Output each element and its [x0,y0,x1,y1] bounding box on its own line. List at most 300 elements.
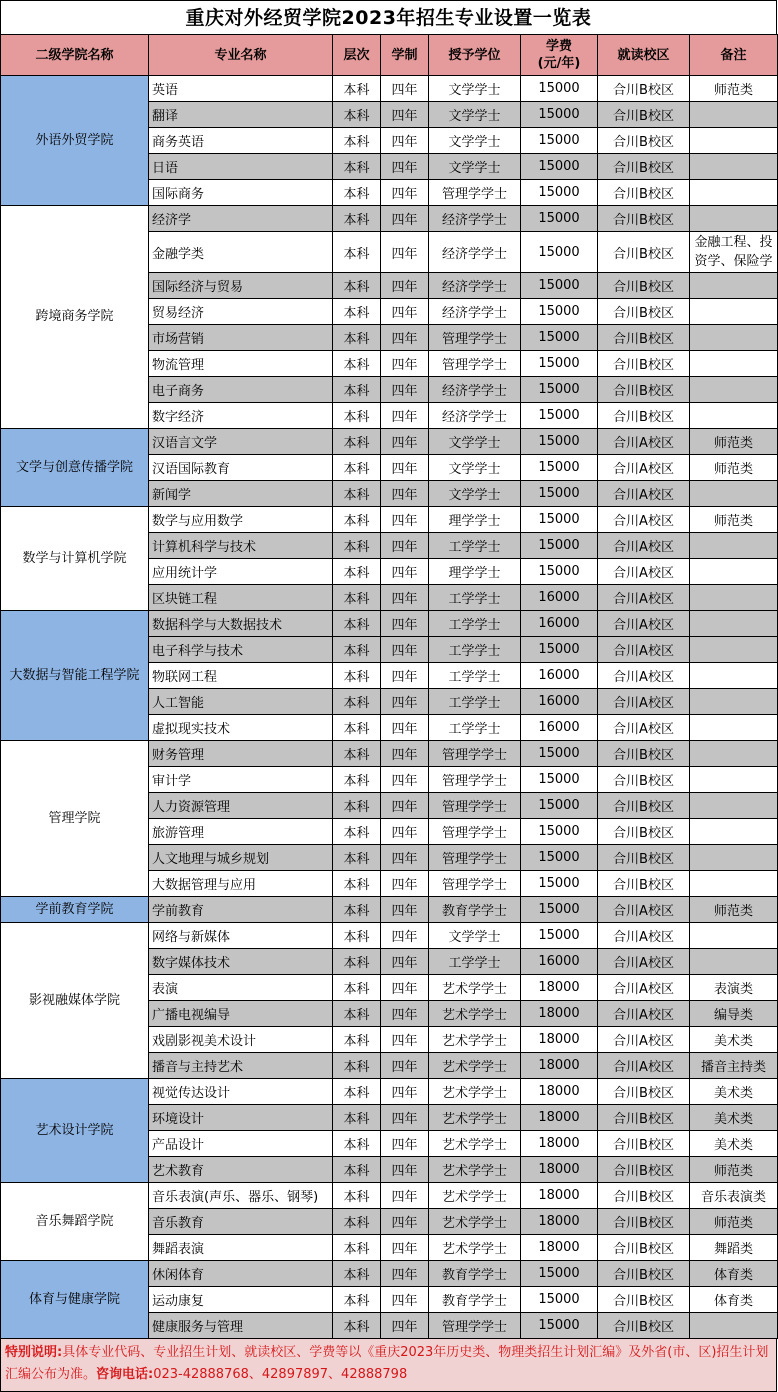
note-cell [690,559,778,585]
duration-cell: 四年 [381,429,429,455]
major-cell: 应用统计学 [149,559,333,585]
note-cell [690,689,778,715]
level-cell: 本科 [333,663,381,689]
note-cell: 师范类 [690,507,778,533]
degree-cell: 经济学学士 [429,377,521,403]
degree-cell: 管理学学士 [429,741,521,767]
footer-label: 特别说明: [5,1345,63,1360]
table-row [1,206,778,232]
degree-cell: 艺术学学士 [429,1183,521,1209]
duration-cell: 四年 [381,455,429,481]
campus-cell: 合川A校区 [598,923,690,949]
major-cell: 音乐表演(声乐、器乐、钢琴) [149,1183,333,1209]
level-cell: 本科 [333,793,381,819]
duration-cell: 四年 [381,897,429,923]
note-cell [690,663,778,689]
college-name-cell: 艺术设计学院 [1,1079,149,1183]
level-cell: 本科 [333,741,381,767]
note-cell: 体育类 [690,1287,778,1313]
degree-cell: 艺术学学士 [429,1053,521,1079]
campus-cell: 合川B校区 [598,102,690,128]
level-cell: 本科 [333,975,381,1001]
duration-cell: 四年 [381,102,429,128]
degree-cell: 管理学学士 [429,180,521,206]
fee-cell: 15000 [521,206,598,232]
fee-cell: 18000 [521,1053,598,1079]
degree-cell: 工学学士 [429,949,521,975]
duration-cell: 四年 [381,611,429,637]
fee-cell: 16000 [521,663,598,689]
note-cell: 播音主持类 [690,1053,778,1079]
duration-cell: 四年 [381,403,429,429]
duration-cell: 四年 [381,1183,429,1209]
note-cell: 美术类 [690,1027,778,1053]
college-name-cell: 体育与健康学院 [1,1261,149,1339]
note-cell [690,611,778,637]
note-cell [690,299,778,325]
degree-cell: 管理学学士 [429,871,521,897]
level-cell: 本科 [333,533,381,559]
table-row [1,507,778,533]
level-cell: 本科 [333,102,381,128]
campus-cell: 合川B校区 [598,180,690,206]
note-cell [690,923,778,949]
major-cell: 新闻学 [149,481,333,507]
college-name-cell: 外语外贸学院 [1,76,149,206]
degree-cell: 工学学士 [429,611,521,637]
fee-cell: 16000 [521,611,598,637]
level-cell: 本科 [333,507,381,533]
duration-cell: 四年 [381,76,429,102]
duration-cell: 四年 [381,1001,429,1027]
level-cell: 本科 [333,611,381,637]
major-cell: 财务管理 [149,741,333,767]
level-cell: 本科 [333,128,381,154]
degree-cell: 经济学学士 [429,403,521,429]
campus-cell: 合川B校区 [598,1261,690,1287]
level-cell: 本科 [333,1027,381,1053]
major-cell: 大数据管理与应用 [149,871,333,897]
note-cell: 师范类 [690,1209,778,1235]
duration-cell: 四年 [381,741,429,767]
level-cell: 本科 [333,1105,381,1131]
duration-cell: 四年 [381,481,429,507]
campus-cell: 合川B校区 [598,845,690,871]
fee-cell: 18000 [521,1079,598,1105]
level-cell: 本科 [333,403,381,429]
major-cell: 人工智能 [149,689,333,715]
duration-cell: 四年 [381,845,429,871]
duration-cell: 四年 [381,559,429,585]
note-cell [690,741,778,767]
fee-cell: 15000 [521,351,598,377]
duration-cell: 四年 [381,1287,429,1313]
fee-cell: 15000 [521,299,598,325]
major-cell: 英语 [149,76,333,102]
degree-cell: 管理学学士 [429,767,521,793]
level-cell: 本科 [333,1235,381,1261]
degree-cell: 艺术学学士 [429,975,521,1001]
major-cell: 网络与新媒体 [149,923,333,949]
degree-cell: 管理学学士 [429,325,521,351]
college-name-cell: 管理学院 [1,741,149,897]
duration-cell: 四年 [381,819,429,845]
note-cell [690,128,778,154]
campus-cell: 合川B校区 [598,1313,690,1339]
level-cell: 本科 [333,1131,381,1157]
degree-cell: 管理学学士 [429,793,521,819]
note-cell: 师范类 [690,76,778,102]
college-name-cell: 影视融媒体学院 [1,923,149,1079]
campus-cell: 合川A校区 [598,559,690,585]
duration-cell: 四年 [381,585,429,611]
duration-cell: 四年 [381,715,429,741]
campus-cell: 合川A校区 [598,897,690,923]
duration-cell: 四年 [381,1079,429,1105]
note-cell [690,403,778,429]
major-cell: 视觉传达设计 [149,1079,333,1105]
fee-cell: 15000 [521,403,598,429]
duration-cell: 四年 [381,232,429,273]
campus-cell: 合川B校区 [598,1157,690,1183]
note-cell [690,102,778,128]
campus-cell: 合川B校区 [598,377,690,403]
fee-cell: 15000 [521,637,598,663]
fee-cell: 15000 [521,1287,598,1313]
fee-cell: 15000 [521,76,598,102]
note-cell [690,351,778,377]
duration-cell: 四年 [381,1261,429,1287]
note-cell [690,377,778,403]
major-cell: 计算机科学与技术 [149,533,333,559]
note-cell [690,845,778,871]
note-cell [690,325,778,351]
duration-cell: 四年 [381,1235,429,1261]
campus-cell: 合川B校区 [598,767,690,793]
duration-cell: 四年 [381,351,429,377]
degree-cell: 教育学学士 [429,1287,521,1313]
degree-cell: 艺术学学士 [429,1079,521,1105]
fee-cell: 15000 [521,741,598,767]
degree-cell: 经济学学士 [429,299,521,325]
campus-cell: 合川A校区 [598,689,690,715]
degree-cell: 工学学士 [429,533,521,559]
fee-cell: 15000 [521,1313,598,1339]
duration-cell: 四年 [381,206,429,232]
campus-cell: 合川B校区 [598,232,690,273]
table-row [1,1261,778,1287]
campus-cell: 合川A校区 [598,455,690,481]
note-cell [690,206,778,232]
fee-cell: 16000 [521,715,598,741]
degree-cell: 工学学士 [429,689,521,715]
fee-cell: 15000 [521,455,598,481]
level-cell: 本科 [333,455,381,481]
degree-cell: 文学学士 [429,154,521,180]
table-header-row [1,35,778,76]
fee-cell: 15000 [521,507,598,533]
table-row [1,1183,778,1209]
major-cell: 市场营销 [149,325,333,351]
level-cell: 本科 [333,377,381,403]
campus-cell: 合川A校区 [598,663,690,689]
major-cell: 艺术教育 [149,1157,333,1183]
level-cell: 本科 [333,1287,381,1313]
major-cell: 数字经济 [149,403,333,429]
header-level: 层次 [333,35,381,76]
note-cell [690,871,778,897]
major-cell: 戏剧影视美术设计 [149,1027,333,1053]
campus-cell: 合川A校区 [598,1053,690,1079]
campus-cell: 合川B校区 [598,1105,690,1131]
fee-cell: 15000 [521,128,598,154]
campus-cell: 合川B校区 [598,819,690,845]
note-cell [690,767,778,793]
major-cell: 舞蹈表演 [149,1235,333,1261]
campus-cell: 合川B校区 [598,128,690,154]
campus-cell: 合川A校区 [598,1001,690,1027]
fee-cell: 18000 [521,1131,598,1157]
duration-cell: 四年 [381,273,429,299]
level-cell: 本科 [333,637,381,663]
campus-cell: 合川A校区 [598,1027,690,1053]
fee-cell: 15000 [521,897,598,923]
duration-cell: 四年 [381,1157,429,1183]
campus-cell: 合川B校区 [598,1235,690,1261]
major-cell: 表演 [149,975,333,1001]
note-cell [690,715,778,741]
campus-cell: 合川B校区 [598,741,690,767]
level-cell: 本科 [333,325,381,351]
degree-cell: 文学学士 [429,923,521,949]
major-cell: 运动康复 [149,1287,333,1313]
duration-cell: 四年 [381,949,429,975]
header-fee-line2: (元/年) [537,56,581,71]
header-fee [521,35,598,76]
note-cell [690,533,778,559]
duration-cell: 四年 [381,154,429,180]
college-name-cell: 大数据与智能工程学院 [1,611,149,741]
fee-cell: 18000 [521,1157,598,1183]
college-name-cell: 跨境商务学院 [1,206,149,429]
fee-cell: 18000 [521,1209,598,1235]
degree-cell: 艺术学学士 [429,1001,521,1027]
level-cell: 本科 [333,845,381,871]
campus-cell: 合川A校区 [598,429,690,455]
table-row [1,1079,778,1105]
campus-cell: 合川A校区 [598,507,690,533]
campus-cell: 合川B校区 [598,793,690,819]
campus-cell: 合川B校区 [598,1183,690,1209]
fee-cell: 18000 [521,1001,598,1027]
major-cell: 翻译 [149,102,333,128]
campus-cell: 合川B校区 [598,1287,690,1313]
note-cell: 体育类 [690,1261,778,1287]
major-cell: 审计学 [149,767,333,793]
duration-cell: 四年 [381,1131,429,1157]
note-cell: 美术类 [690,1131,778,1157]
college-name-cell: 学前教育学院 [1,897,149,923]
degree-cell: 管理学学士 [429,1313,521,1339]
fee-cell: 15000 [521,180,598,206]
degree-cell: 艺术学学士 [429,1131,521,1157]
level-cell: 本科 [333,1183,381,1209]
note-cell: 师范类 [690,429,778,455]
campus-cell: 合川B校区 [598,351,690,377]
note-cell: 表演类 [690,975,778,1001]
fee-cell: 18000 [521,1027,598,1053]
degree-cell: 工学学士 [429,585,521,611]
level-cell: 本科 [333,949,381,975]
level-cell: 本科 [333,1261,381,1287]
degree-cell: 理学学士 [429,507,521,533]
major-table [0,34,778,1339]
major-cell: 播音与主持艺术 [149,1053,333,1079]
fee-cell: 15000 [521,429,598,455]
level-cell: 本科 [333,1313,381,1339]
major-cell: 电子科学与技术 [149,637,333,663]
note-cell [690,1313,778,1339]
header-campus: 就读校区 [598,35,690,76]
degree-cell: 艺术学学士 [429,1105,521,1131]
campus-cell: 合川B校区 [598,325,690,351]
major-cell: 虚拟现实技术 [149,715,333,741]
note-cell [690,180,778,206]
degree-cell: 经济学学士 [429,206,521,232]
duration-cell: 四年 [381,533,429,559]
campus-cell: 合川A校区 [598,949,690,975]
duration-cell: 四年 [381,377,429,403]
degree-cell: 工学学士 [429,637,521,663]
level-cell: 本科 [333,351,381,377]
level-cell: 本科 [333,206,381,232]
campus-cell: 合川B校区 [598,76,690,102]
duration-cell: 四年 [381,180,429,206]
degree-cell: 工学学士 [429,715,521,741]
major-cell: 贸易经济 [149,299,333,325]
page-title: 重庆对外经贸学院2023年招生专业设置一览表 [0,0,777,34]
major-cell: 数学与应用数学 [149,507,333,533]
table-row [1,76,778,102]
degree-cell: 管理学学士 [429,845,521,871]
degree-cell: 教育学学士 [429,1261,521,1287]
fee-cell: 15000 [521,923,598,949]
campus-cell: 合川B校区 [598,273,690,299]
campus-cell: 合川B校区 [598,403,690,429]
level-cell: 本科 [333,559,381,585]
fee-cell: 15000 [521,377,598,403]
note-cell: 师范类 [690,1157,778,1183]
fee-cell: 15000 [521,533,598,559]
note-cell: 师范类 [690,455,778,481]
major-cell: 物流管理 [149,351,333,377]
campus-cell: 合川B校区 [598,206,690,232]
duration-cell: 四年 [381,1105,429,1131]
major-cell: 人力资源管理 [149,793,333,819]
college-name-cell: 音乐舞蹈学院 [1,1183,149,1261]
campus-cell: 合川A校区 [598,585,690,611]
header-college: 二级学院名称 [1,35,149,76]
footer-phone-label: 咨询电话: [96,1367,154,1382]
campus-cell: 合川B校区 [598,1131,690,1157]
major-cell: 电子商务 [149,377,333,403]
duration-cell: 四年 [381,663,429,689]
duration-cell: 四年 [381,793,429,819]
duration-cell: 四年 [381,1313,429,1339]
note-cell [690,273,778,299]
duration-cell: 四年 [381,637,429,663]
header-duration: 学制 [381,35,429,76]
level-cell: 本科 [333,154,381,180]
duration-cell: 四年 [381,507,429,533]
note-cell: 编导类 [690,1001,778,1027]
major-cell: 汉语言文学 [149,429,333,455]
note-cell: 音乐表演类 [690,1183,778,1209]
header-fee-line1: 学费 [545,39,572,54]
major-cell: 音乐教育 [149,1209,333,1235]
note-cell: 美术类 [690,1105,778,1131]
degree-cell: 理学学士 [429,559,521,585]
major-cell: 产品设计 [149,1131,333,1157]
campus-cell: 合川A校区 [598,975,690,1001]
header-note: 备注 [690,35,778,76]
duration-cell: 四年 [381,1027,429,1053]
note-cell: 师范类 [690,897,778,923]
level-cell: 本科 [333,767,381,793]
college-name-cell: 文学与创意传播学院 [1,429,149,507]
degree-cell: 工学学士 [429,663,521,689]
degree-cell: 文学学士 [429,76,521,102]
duration-cell: 四年 [381,871,429,897]
fee-cell: 15000 [521,559,598,585]
degree-cell: 文学学士 [429,102,521,128]
major-cell: 国际商务 [149,180,333,206]
duration-cell: 四年 [381,689,429,715]
duration-cell: 四年 [381,325,429,351]
degree-cell: 经济学学士 [429,273,521,299]
degree-cell: 文学学士 [429,128,521,154]
footer-note [0,1339,777,1392]
level-cell: 本科 [333,689,381,715]
campus-cell: 合川A校区 [598,533,690,559]
fee-cell: 15000 [521,273,598,299]
note-cell [690,949,778,975]
level-cell: 本科 [333,1079,381,1105]
level-cell: 本科 [333,923,381,949]
fee-cell: 15000 [521,232,598,273]
major-cell: 休闲体育 [149,1261,333,1287]
header-degree: 授予学位 [429,35,521,76]
level-cell: 本科 [333,273,381,299]
major-cell: 广播电视编导 [149,1001,333,1027]
campus-cell: 合川B校区 [598,1079,690,1105]
college-name-cell: 数学与计算机学院 [1,507,149,611]
major-cell: 国际经济与贸易 [149,273,333,299]
level-cell: 本科 [333,1053,381,1079]
note-cell [690,154,778,180]
level-cell: 本科 [333,1001,381,1027]
campus-cell: 合川B校区 [598,1209,690,1235]
duration-cell: 四年 [381,767,429,793]
fee-cell: 15000 [521,767,598,793]
level-cell: 本科 [333,429,381,455]
fee-cell: 15000 [521,819,598,845]
major-cell: 金融学类 [149,232,333,273]
fee-cell: 15000 [521,871,598,897]
fee-cell: 18000 [521,1235,598,1261]
major-cell: 物联网工程 [149,663,333,689]
major-cell: 环境设计 [149,1105,333,1131]
